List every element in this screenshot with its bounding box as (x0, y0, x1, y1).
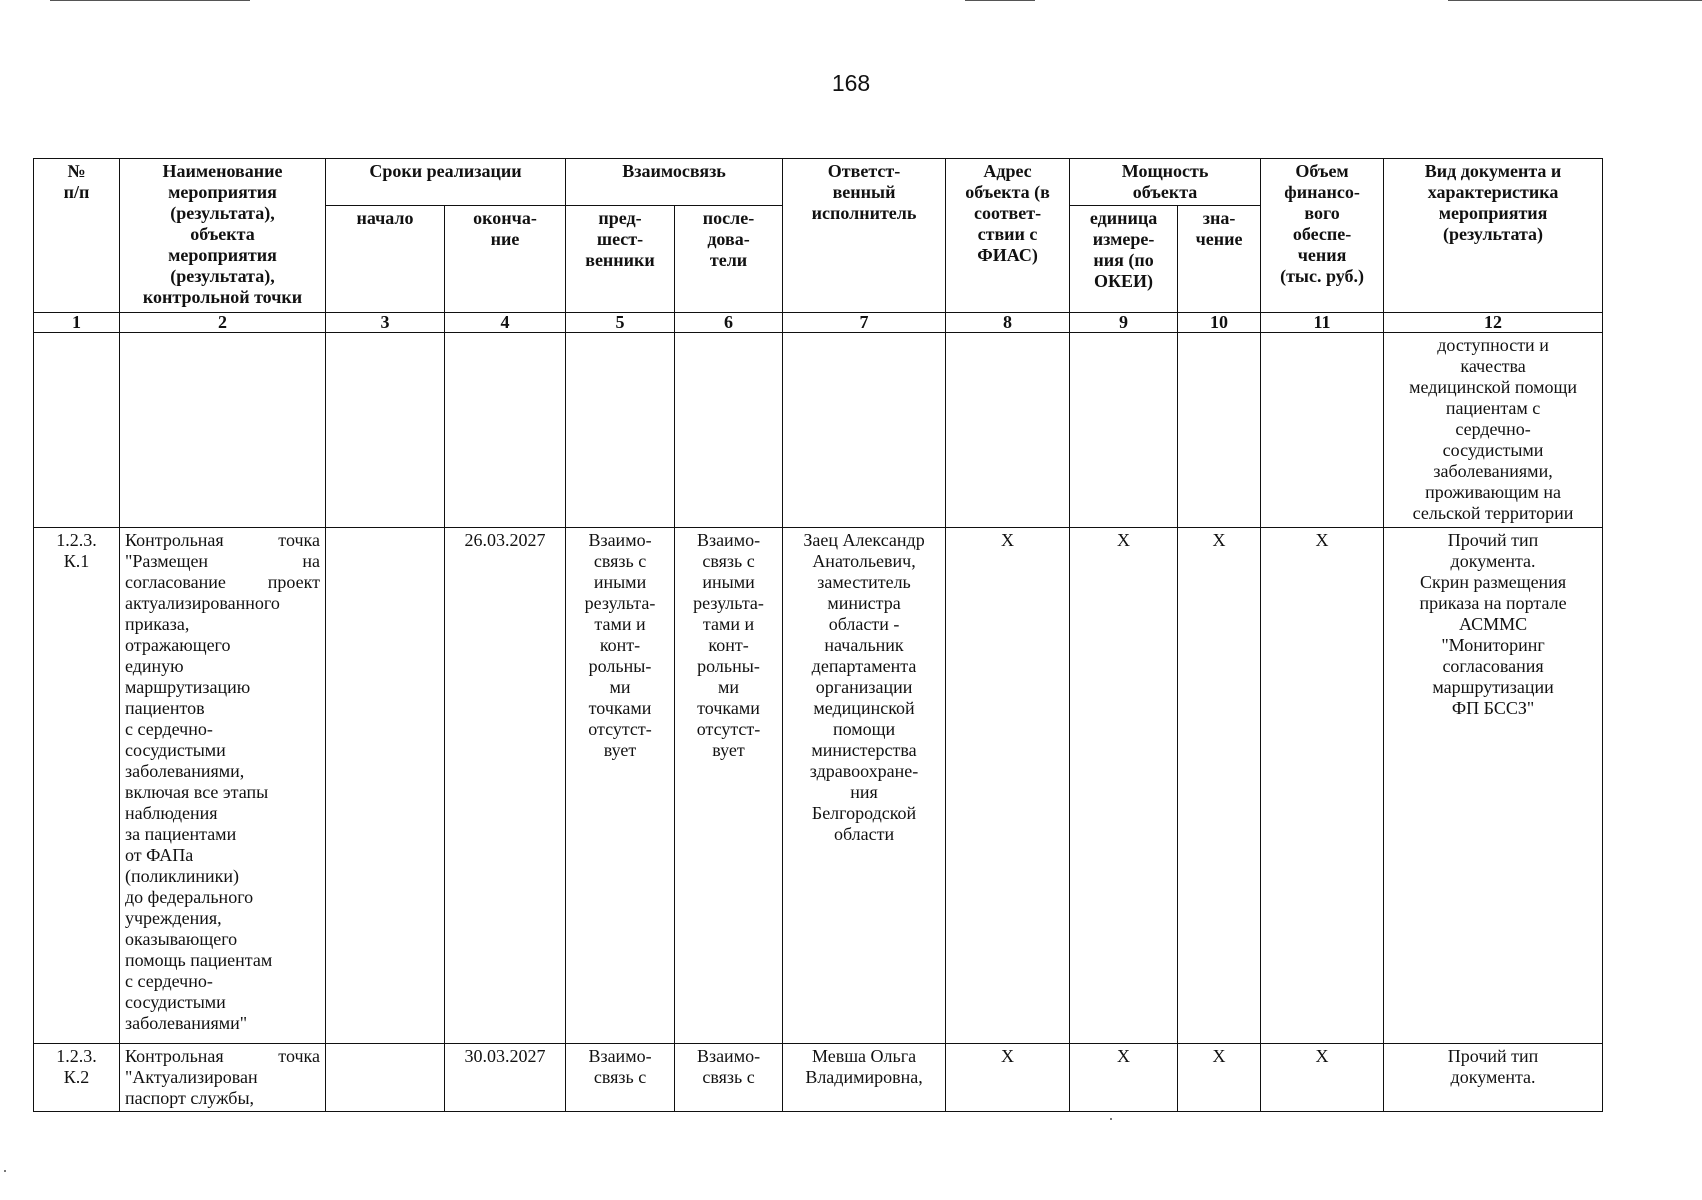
row-predecessors: Взаимо- связь с (566, 1044, 675, 1112)
column-number: 1 (34, 313, 120, 333)
row-responsible: Заец Александр Анатольевич, заместитель министра области - начальник департамента организации медицинской помощи министерства здравоохране- ния Белгородской области (783, 528, 946, 1044)
column-number: 9 (1070, 313, 1178, 333)
header-end: оконча- ние (445, 206, 566, 313)
column-number: 3 (326, 313, 445, 333)
row-id: 1.2.3. К.2 (34, 1044, 120, 1112)
row-start (326, 1044, 445, 1112)
header-power: Мощность объекта (1070, 159, 1261, 206)
header-successors: после- дова- тели (675, 206, 783, 313)
row-document: доступности и качества медицинской помощи пациентам с сердечно- сосудистыми заболеваниями, проживающим на сельской территории (1384, 333, 1603, 528)
row-address (946, 333, 1070, 528)
header-address: Адрес объекта (в соответ- ствии с ФИАС) (946, 159, 1070, 313)
row-value: X (1178, 528, 1261, 1044)
column-number: 2 (120, 313, 326, 333)
row-finance: X (1261, 528, 1384, 1044)
row-value: X (1178, 1044, 1261, 1112)
column-number: 11 (1261, 313, 1384, 333)
row-document: Прочий тип документа. Скрин размещения приказа на портале АСММС "Мониторинг согласования маршрутизации ФП БССЗ" (1384, 528, 1603, 1044)
header-document: Вид документа и характеристика мероприятия (результата) (1384, 159, 1603, 313)
header-unit: единица измере- ния (по ОКЕИ) (1070, 206, 1178, 313)
header-links: Взаимосвязь (566, 159, 783, 206)
table-row (34, 528, 1603, 1044)
row-finance (1261, 333, 1384, 528)
row-value (1178, 333, 1261, 528)
measures-table (33, 158, 1603, 1112)
row-document: Прочий тип документа. (1384, 1044, 1603, 1112)
column-number: 12 (1384, 313, 1603, 333)
row-address: X (946, 528, 1070, 1044)
header-deadlines: Сроки реализации (326, 159, 566, 206)
column-number: 8 (946, 313, 1070, 333)
row-name: Контрольная точка "Актуализирован паспорт службы, (120, 1044, 326, 1112)
header-start: начало (326, 206, 445, 313)
row-responsible (783, 333, 946, 528)
column-number: 7 (783, 313, 946, 333)
row-name (120, 333, 326, 528)
header-value: зна- чение (1178, 206, 1261, 313)
page-number: 168 (831, 70, 871, 96)
header-name: Наименование мероприятия (результата), объекта мероприятия (результата), контрольной точки (120, 159, 326, 313)
header-number: № п/п (34, 159, 120, 313)
row-responsible: Мевша Ольга Владимировна, (783, 1044, 946, 1112)
header-responsible: Ответст- венный исполнитель (783, 159, 946, 313)
row-end: 30.03.2027 (445, 1044, 566, 1112)
column-number: 4 (445, 313, 566, 333)
column-number: 10 (1178, 313, 1261, 333)
row-successors (675, 333, 783, 528)
row-successors: Взаимо- связь с (675, 1044, 783, 1112)
row-end (445, 333, 566, 528)
header-row-1 (34, 159, 1603, 206)
table-row (34, 333, 1603, 528)
top-edge-line-left (50, 0, 250, 1)
column-number: 5 (566, 313, 675, 333)
row-start (326, 528, 445, 1044)
row-finance: X (1261, 1044, 1384, 1112)
row-end: 26.03.2027 (445, 528, 566, 1044)
top-edge-line-mid (965, 0, 1035, 1)
row-address: X (946, 1044, 1070, 1112)
scan-speck (4, 1170, 6, 1172)
row-start (326, 333, 445, 528)
row-id (34, 333, 120, 528)
row-name: Контрольная точка "Размещен на согласование проект актуализированного приказа, отражающего единую маршрутизацию пациентов с сердечно- сосудистыми заболеваниями, включая все этапы наблюдения за пациентами от ФАПа (поликлиники) до федерального учреждения, оказывающего помощь пациентам с сердечно- сосудистыми заболеваниями" (120, 528, 326, 1044)
row-predecessors: Взаимо- связь с иными результа- тами и конт- рольны- ми точками отсутст- вует (566, 528, 675, 1044)
column-number-row (34, 313, 1603, 333)
row-id: 1.2.3. К.1 (34, 528, 120, 1044)
header-finance: Объем финансо- вого обеспе- чения (тыс. руб.) (1261, 159, 1384, 313)
row-successors: Взаимо- связь с иными результа- тами и конт- рольны- ми точками отсутст- вует (675, 528, 783, 1044)
row-unit (1070, 333, 1178, 528)
row-unit: X (1070, 528, 1178, 1044)
header-predecessors: пред- шест- венники (566, 206, 675, 313)
scan-speck (1110, 1118, 1112, 1120)
column-number: 6 (675, 313, 783, 333)
row-predecessors (566, 333, 675, 528)
row-unit: X (1070, 1044, 1178, 1112)
table-row (34, 1044, 1603, 1112)
top-edge-line-right (1448, 0, 1702, 1)
